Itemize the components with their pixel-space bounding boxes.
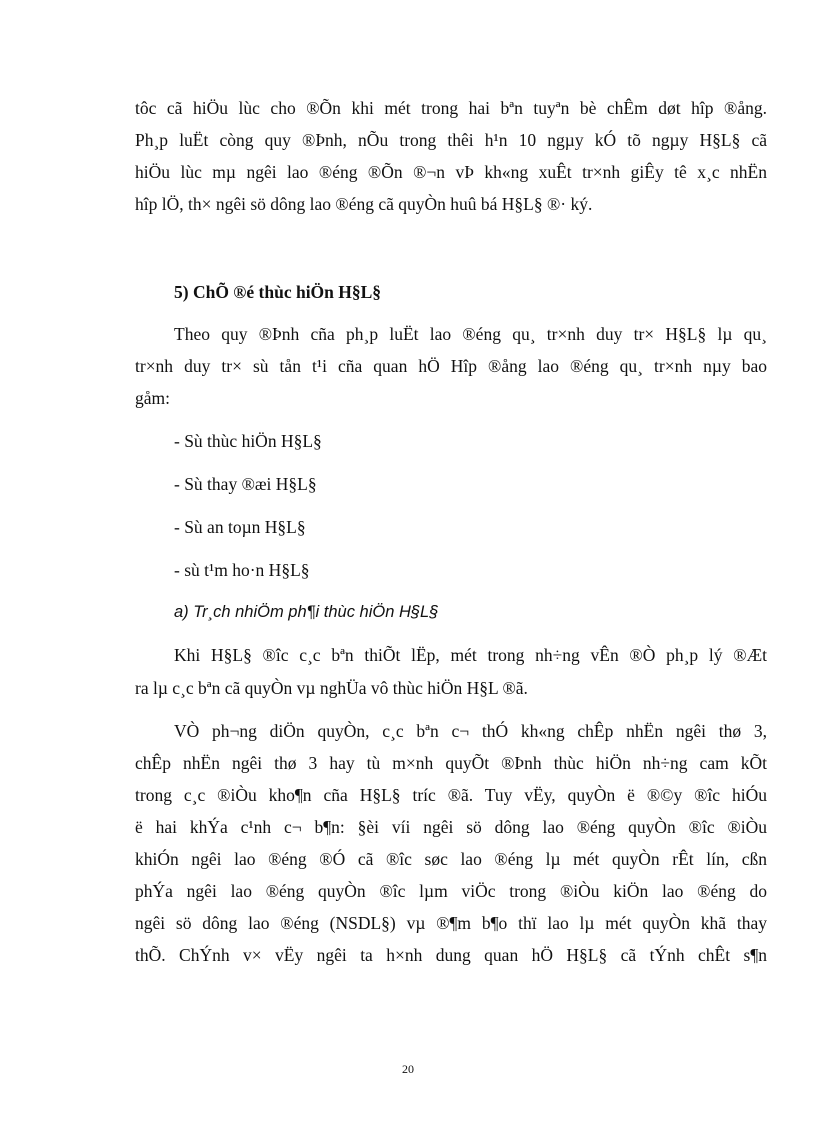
list-item: - Sù an toµn H§L§ — [174, 517, 306, 537]
paragraph-4-line-1: VÒ ph¬ng diÖn quyÒn, c¸c bªn c¬ thÓ kh«ng chÊp nhËn ngêi thø 3, — [174, 721, 767, 741]
paragraph-2-line-1: Theo quy ®Þnh cña ph¸p luËt lao ®éng qu¸ tr×nh duy tr× H§L§ lµ qu¸ — [174, 324, 767, 344]
paragraph-1-line-4: hîp lÖ, th× ngêi sö dông lao ®éng cã quyÒn huû bá H§L§ ®· ký. — [135, 194, 593, 214]
paragraph-3-line-1: Khi H§L§ ®îc c¸c bªn thiÕt lËp, mét trong nh÷ng vÊn ®Ò ph¸p lý ®Æt — [174, 645, 767, 665]
paragraph-1-line-2: Ph¸p luËt còng quy ®Þnh, nÕu trong thêi h¹n 10 ngµy kÓ tõ ngµy H§L§ cã — [135, 130, 767, 150]
paragraph-2-line-3: gåm: — [135, 388, 170, 408]
paragraph-1-line-3: hiÖu lùc mµ ngêi lao ®éng ®Õn ®¬n vÞ kh«ng xuÊt tr×nh giÊy tê x¸c nhËn — [135, 162, 767, 182]
paragraph-4-line-4: ë hai khÝa c¹nh c¬ b¶n: §èi víi ngêi sö dông lao ®éng quyÒn ®îc ®iÒu — [135, 817, 767, 837]
paragraph-4-line-8: thÕ. ChÝnh v× vËy ngêi ta h×nh dung quan hÖ H§L§ cã tÝnh chÊt s¶n — [135, 945, 767, 965]
paragraph-4-line-6: phÝa ngêi lao ®éng quyÒn ®îc lµm viÖc trong ®iÒu kiÖn lao ®éng do — [135, 881, 767, 901]
paragraph-4-line-7: ngêi sö dông lao ®éng (NSDL§) vµ ®¶m b¶o thï lao lµ mét quyÒn khã thay — [135, 913, 767, 933]
paragraph-4-line-5: khiÓn ngêi lao ®éng ®Ó cã ®îc søc lao ®éng lµ mét quyÒn rÊt lín, cßn — [135, 849, 767, 869]
paragraph-1-line-1: tôc cã hiÖu lùc cho ®Õn khi mét trong hai bªn tuyªn bè chÊm døt hîp ®ång. — [135, 98, 767, 118]
subheading: a) Tr¸ch nhiÖm ph¶i thùc hiÖn H§L§ — [174, 603, 439, 621]
paragraph-2-line-2: tr×nh duy tr× sù tån t¹i cña quan hÖ Hîp ®ång lao ®éng qu¸ tr×nh nµy bao — [135, 356, 767, 376]
paragraph-4-line-2: chÊp nhËn ngêi thø 3 hay tù m×nh quyÕt ®Þnh thùc hiÖn nh÷ng cam kÕt — [135, 753, 767, 773]
paragraph-3-line-2: ra lµ c¸c bªn cã quyÒn vµ nghÜa vô thùc hiÖn H§L ®ã. — [135, 678, 528, 698]
list-item: - sù t¹m ho·n H§L§ — [174, 560, 310, 580]
list-item: - Sù thùc hiÖn H§L§ — [174, 431, 322, 451]
list-item: - Sù thay ®æi H§L§ — [174, 474, 317, 494]
section-heading: 5) ChÕ ®é thùc hiÖn H§L§ — [174, 282, 382, 302]
page-number: 20 — [402, 1062, 414, 1076]
paragraph-4-line-3: trong c¸c ®iÒu kho¶n cña H§L§ tríc ®ã. Tuy vËy, quyÒn ë ®©y ®îc hiÓu — [135, 785, 767, 805]
